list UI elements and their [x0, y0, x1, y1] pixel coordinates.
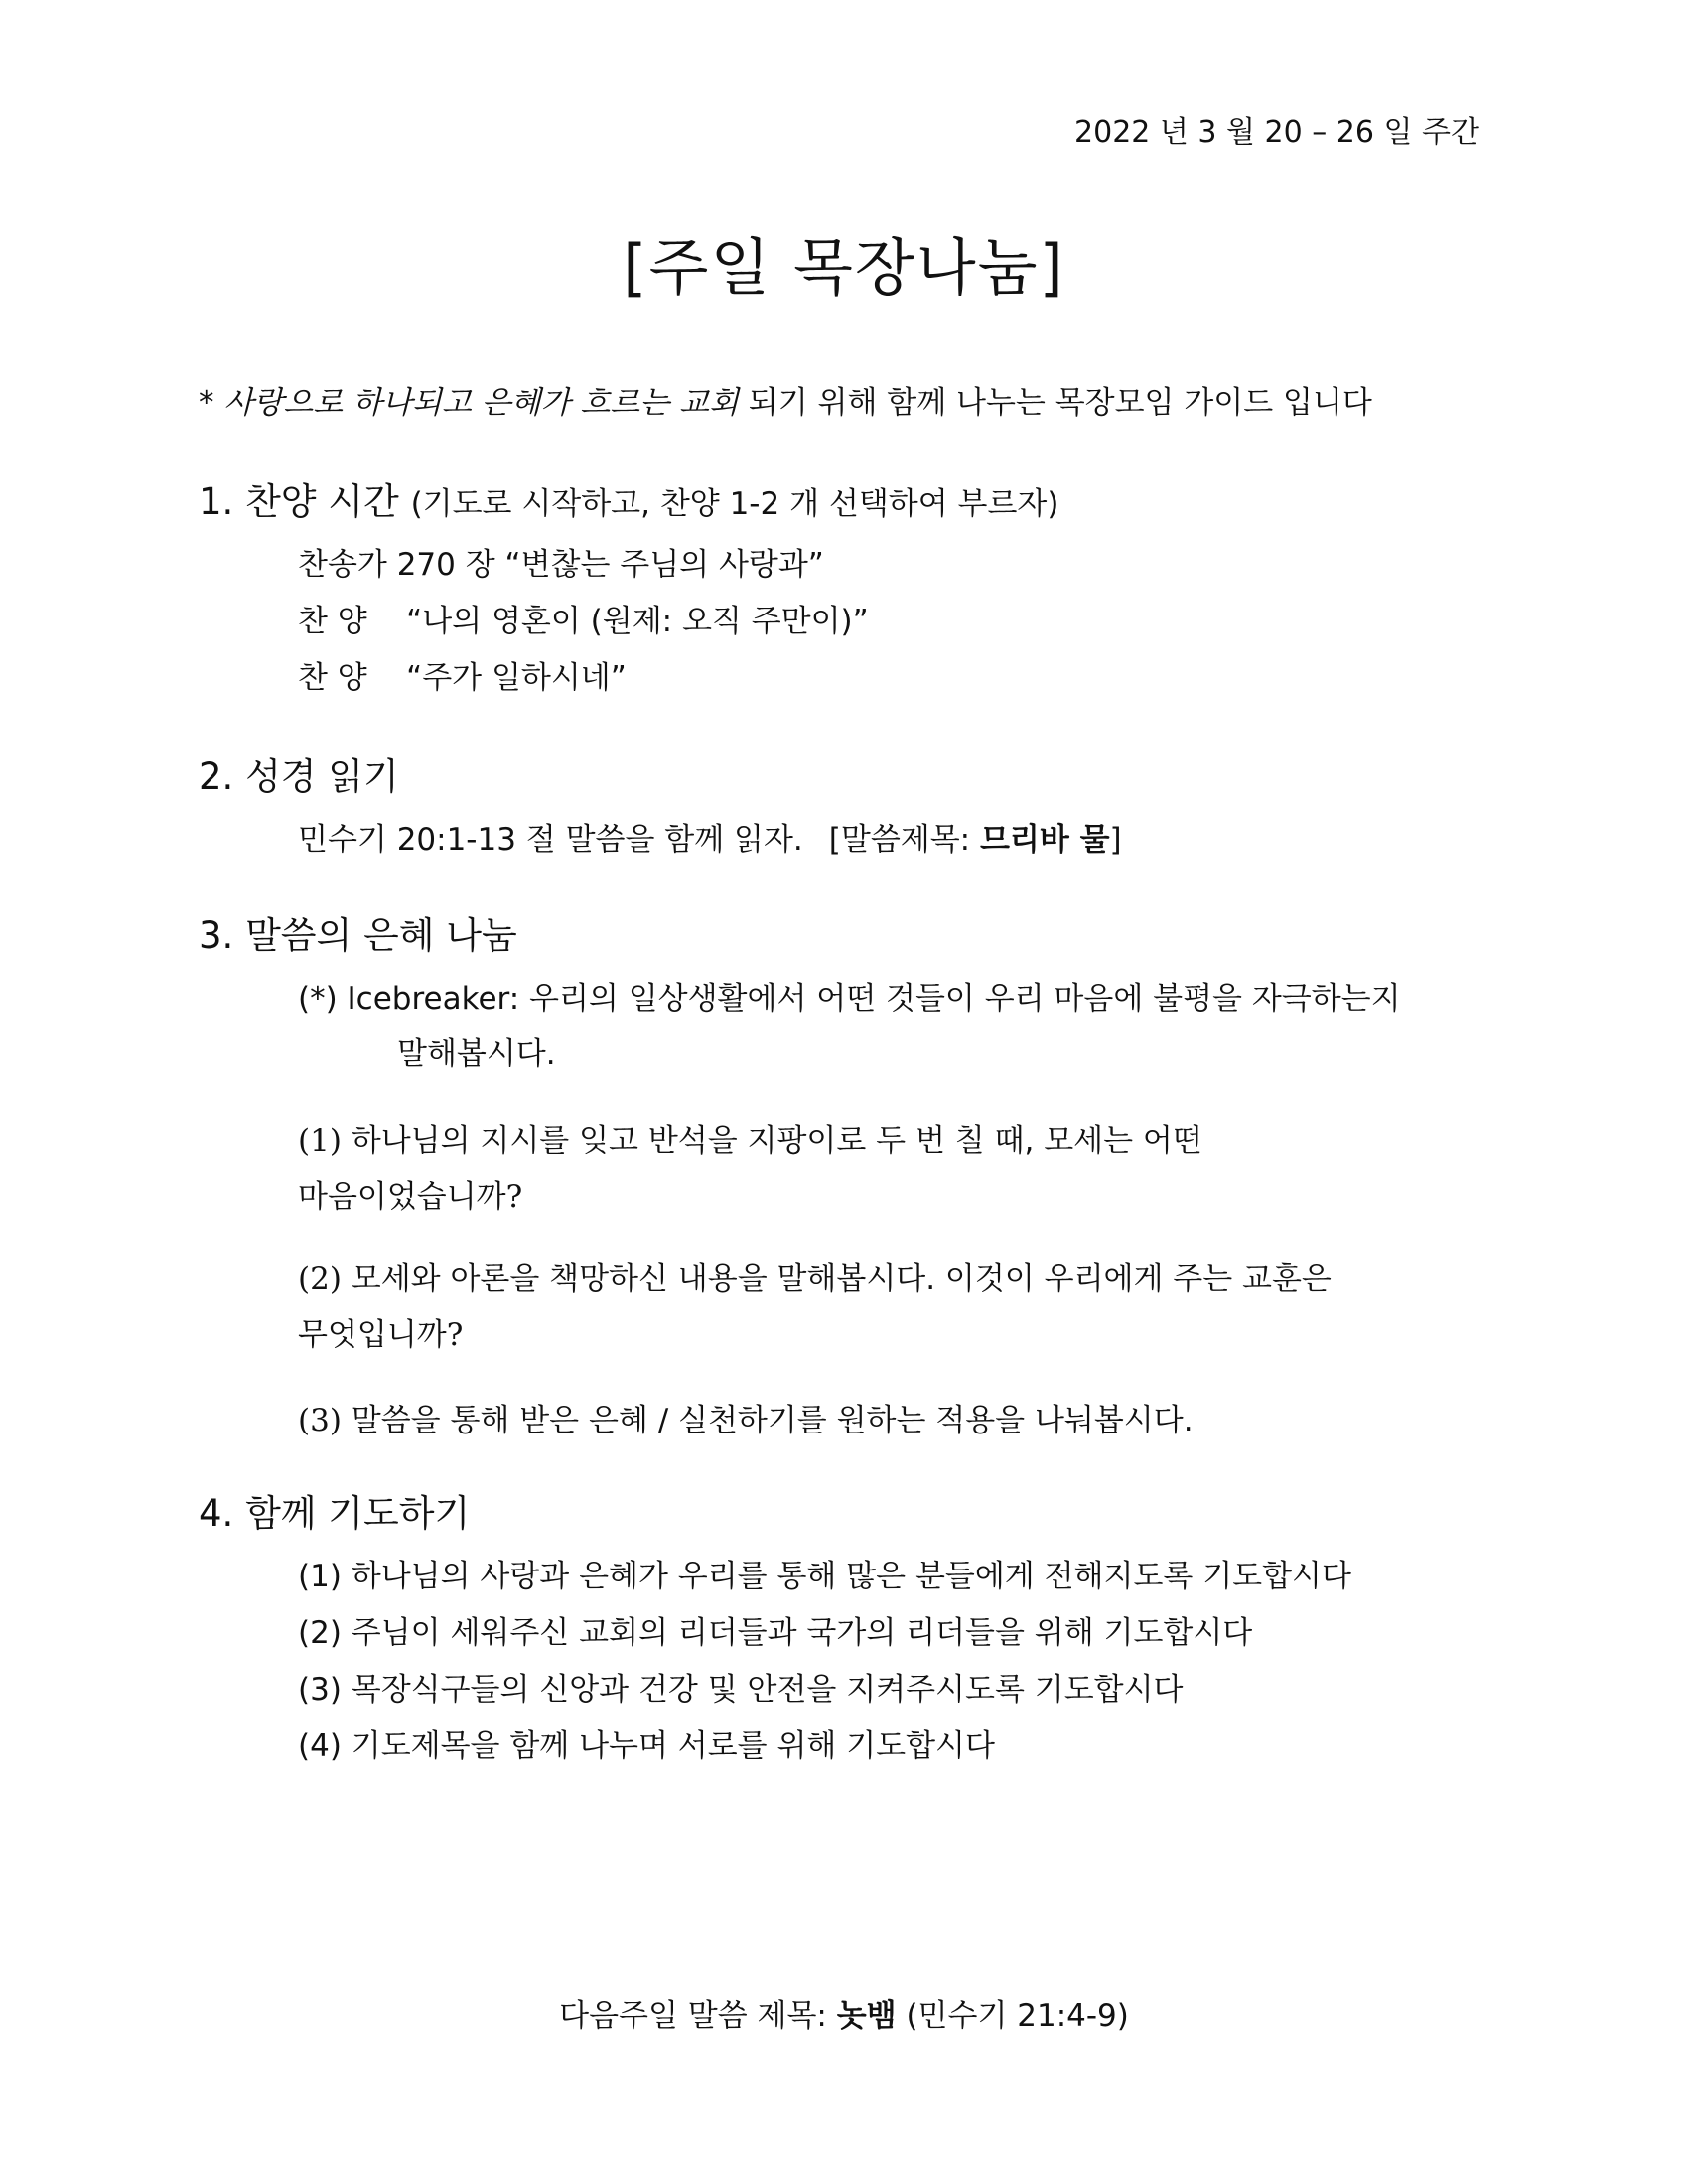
next-week-sermon	[0, 1990, 1688, 2035]
intro-line	[199, 377, 1372, 422]
prayer-item-1: (1) 하나님의 사랑과 은혜가 우리를 통해 많은 분들에게 전해지도록 기도합시다	[298, 1559, 1351, 1594]
sermon-title: 므리바 물	[979, 822, 1110, 858]
next-week-suffix: (민수기 21:4-9)	[896, 1998, 1129, 2034]
date-range: 2022 년 3 월 20 – 26 일 주간	[1074, 115, 1479, 150]
section2-heading: 2. 성경 읽기	[199, 755, 399, 798]
song-3: 찬 양 “주가 일하시네”	[298, 660, 627, 696]
icebreaker-line1: (*) Icebreaker: 우리의 일상생활에서 어떤 것들이 우리 마음에 불평을 자극하는지	[298, 981, 1401, 1017]
reading-text: 민수기 20:1-13 절 말씀을 함께 읽자.	[298, 822, 803, 858]
song-1: 찬송가 270 장 “변찮는 주님의 사랑과”	[298, 547, 824, 583]
prayer-item-4: (4) 기도제목을 함께 나누며 서로를 위해 기도합시다	[298, 1728, 995, 1764]
page-title: [주일 목장나눔]	[623, 231, 1065, 304]
section1-note: (기도로 시작하고, 찬양 1-2 개 선택하여 부르자)	[410, 486, 1059, 522]
section3-heading: 3. 말씀의 은혜 나눔	[199, 914, 517, 957]
question-2-text-2: 무엇입니까	[298, 1317, 447, 1353]
question-1-line1	[298, 1115, 1202, 1160]
question-3-line1	[298, 1395, 1194, 1439]
song-2: 찬 양 “나의 영혼이 (원제: 오직 주만이)”	[298, 604, 869, 639]
question-2-text: 모세와 아론을 책망하신 내용을 말해봅시다. 이것이 우리에게 주는 교훈은	[341, 1261, 1332, 1297]
intro-italic: 사랑으로 하나되고 은혜가 흐르는 교회	[223, 385, 739, 421]
question-1-text-2: 마음이었습니까	[298, 1179, 506, 1215]
reading-line	[298, 814, 1122, 859]
question-2-line2	[298, 1309, 463, 1354]
intro-rest: 되기 위해 함께 나누는 목장모임 가이드 입니다	[738, 385, 1372, 421]
question-2-line1	[298, 1253, 1332, 1297]
sermon-title-suffix: ]	[1109, 822, 1122, 858]
question-3-text: 말씀을 통해 받은 은혜 / 실천하기를 원하는 적용을 나눠봅시다.	[341, 1403, 1194, 1438]
prayer-item-3: (3) 목장식구들의 신앙과 건강 및 안전을 지켜주시도록 기도합시다	[298, 1672, 1184, 1707]
next-week-prefix: 다음주일 말씀 제목:	[559, 1998, 837, 2034]
sermon-title-prefix: [말씀제목:	[828, 822, 980, 858]
section1-heading-line	[199, 472, 1058, 525]
question-1-number: (1)	[298, 1123, 342, 1159]
intro-prefix: *	[199, 385, 224, 421]
question-3-number: (3)	[298, 1403, 342, 1438]
section4-heading: 4. 함께 기도하기	[199, 1492, 471, 1535]
question-1-mark: ?	[505, 1179, 523, 1215]
section1-heading: 1. 찬양 시간	[199, 480, 399, 523]
question-1-text: 하나님의 지시를 잊고 반석을 지팡이로 두 번 칠 때, 모세는 어떤	[341, 1123, 1202, 1159]
question-1-line2	[298, 1171, 522, 1216]
icebreaker-line2: 말해봅시다.	[397, 1036, 556, 1072]
next-week-title: 놋뱀	[836, 1998, 897, 2034]
question-2-mark: ?	[446, 1317, 464, 1353]
question-2-number: (2)	[298, 1261, 342, 1297]
prayer-item-2: (2) 주님이 세워주신 교회의 리더들과 국가의 리더들을 위해 기도합시다	[298, 1615, 1253, 1651]
